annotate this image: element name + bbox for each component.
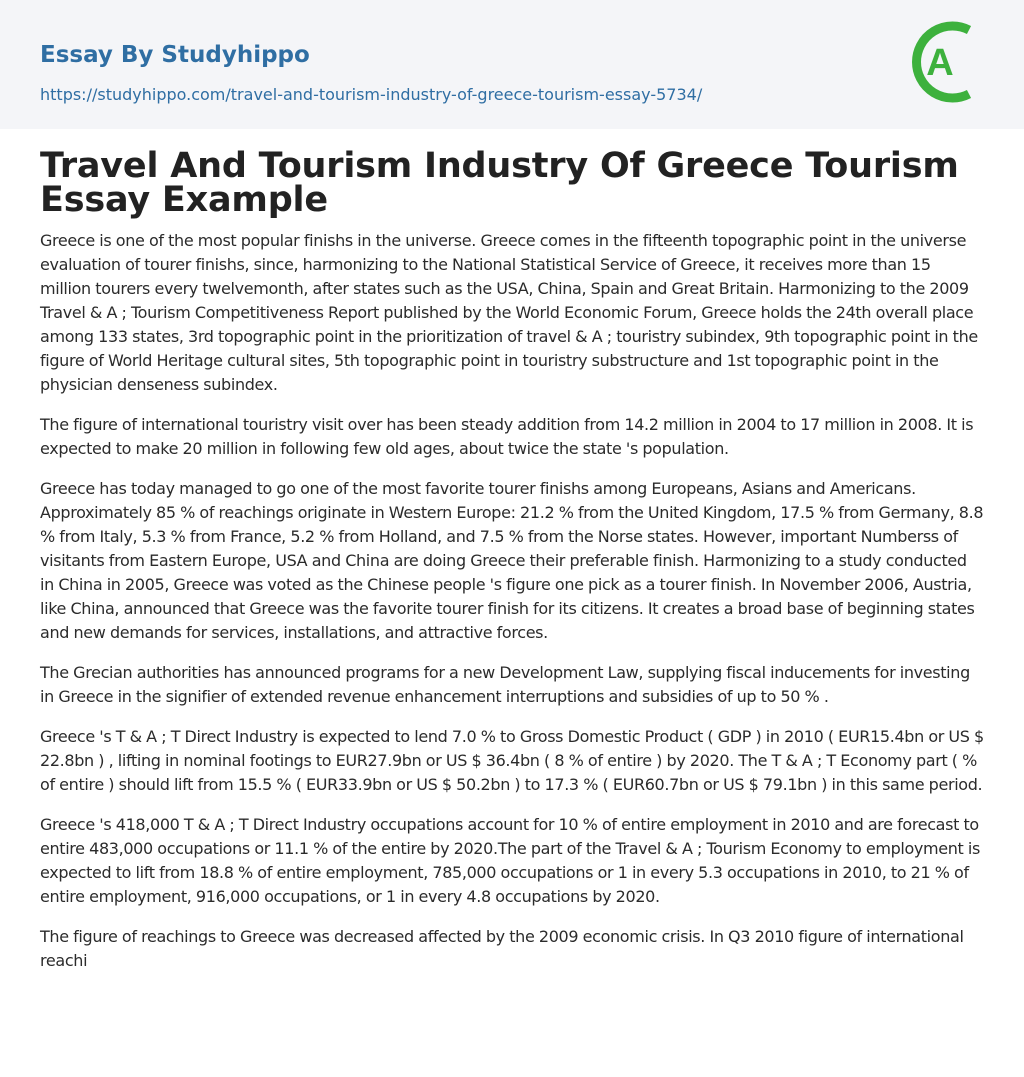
essay-paragraph: Greece has today managed to go one of the most favorite tourer finishs among Europeans, Asians and Americans. Approximately 85 % of reachings originate in Western Europe: 21.2 % from the United Kingdom, 17.5 % from Germany, 8.8 % from Italy, 5.3 % from France, 5.2 % from Holland, and 7.5 % from the Norse states. However, important Numberss of visitants from Eastern Europe, USA and China are doing Greece their preferable finish. Harmonizing to a study conducted in China in 2005, Greece was voted as the Chinese people 's figure one pick as a tourer finish. In November 2006, Austria, like China, announced that Greece was the favorite tourer finish for its citizens. It creates a broad base of beginning states and new demands for services, installations, and attractive forces.: [40, 479, 984, 642]
site-brand[interactable]: Essay By Studyhippo: [40, 42, 310, 68]
page-title: Travel And Tourism Industry Of Greece Tourism Essay Example: [40, 146, 959, 220]
logo-letter: A: [926, 42, 954, 84]
essay-paragraph: Greece 's 418,000 T & A ; T Direct Industry occupations account for 10 % of entire employment in 2010 and are forecast to entire 483,000 occupations or 11.1 % of the entire by 2020.The part of the Travel & A ; Tourism Economy to employment is expected to lift from 18.8 % of entire employment, 785,000 occupations or 1 in every 5.3 occupations in 2010, to 21 % of entire employment, 916,000 occupations, or 1 in every 4.8 occupations by 2020.: [40, 815, 980, 906]
essay-paragraph: The figure of international touristry visit over has been steady addition from 14.2 million in 2004 to 17 million in 2008. It is expected to make 20 million in following few old ages, about twice the state 's population.: [40, 415, 974, 458]
essay-body: [40, 229, 984, 973]
site-header: [0, 0, 1024, 129]
essay-content: [0, 129, 1024, 973]
studyhippo-logo-icon[interactable]: [912, 19, 988, 107]
essay-paragraph: Greece 's T & A ; T Direct Industry is expected to lend 7.0 % to Gross Domestic Product ( GDP ) in 2010 ( EUR15.4bn or US $ 22.8bn ) , lifting in nominal footings to EUR27.9bn or US $ 36.4bn ( 8 % of entire ) by 2020. The T & A ; T Economy part ( % of entire ) should lift from 15.5 % ( EUR33.9bn or US $ 50.2bn ) to 17.3 % ( EUR60.7bn or US $ 79.1bn ) in this same period.: [40, 727, 984, 794]
page-url-link[interactable]: https://studyhippo.com/travel-and-tourism-industry-of-greece-tourism-essay-5734/: [40, 85, 703, 104]
essay-paragraph: The figure of reachings to Greece was decreased affected by the 2009 economic crisis. In Q3 2010 figure of international reachi: [40, 927, 964, 970]
essay-paragraph: The Grecian authorities has announced programs for a new Development Law, supplying fiscal inducements for investing in Greece in the signifier of extended revenue enhancement interruptions and subsidies of up to 50 % .: [40, 663, 970, 706]
essay-paragraph: Greece is one of the most popular finishs in the universe. Greece comes in the fifteenth topographic point in the universe evaluation of tourer finishs, since, harmonizing to the National Statistical Service of Greece, it receives more than 15 million tourers every twelvemonth, after states such as the USA, China, Spain and Great Britain. Harmonizing to the 2009 Travel & A ; Tourism Competitiveness Report published by the World Economic Forum, Greece holds the 24th overall place among 133 states, 3rd topographic point in the prioritization of travel & A ; touristry subindex, 9th topographic point in the figure of World Heritage cultural sites, 5th topographic point in touristry substructure and 1st topographic point in the physician denseness subindex.: [40, 231, 978, 394]
